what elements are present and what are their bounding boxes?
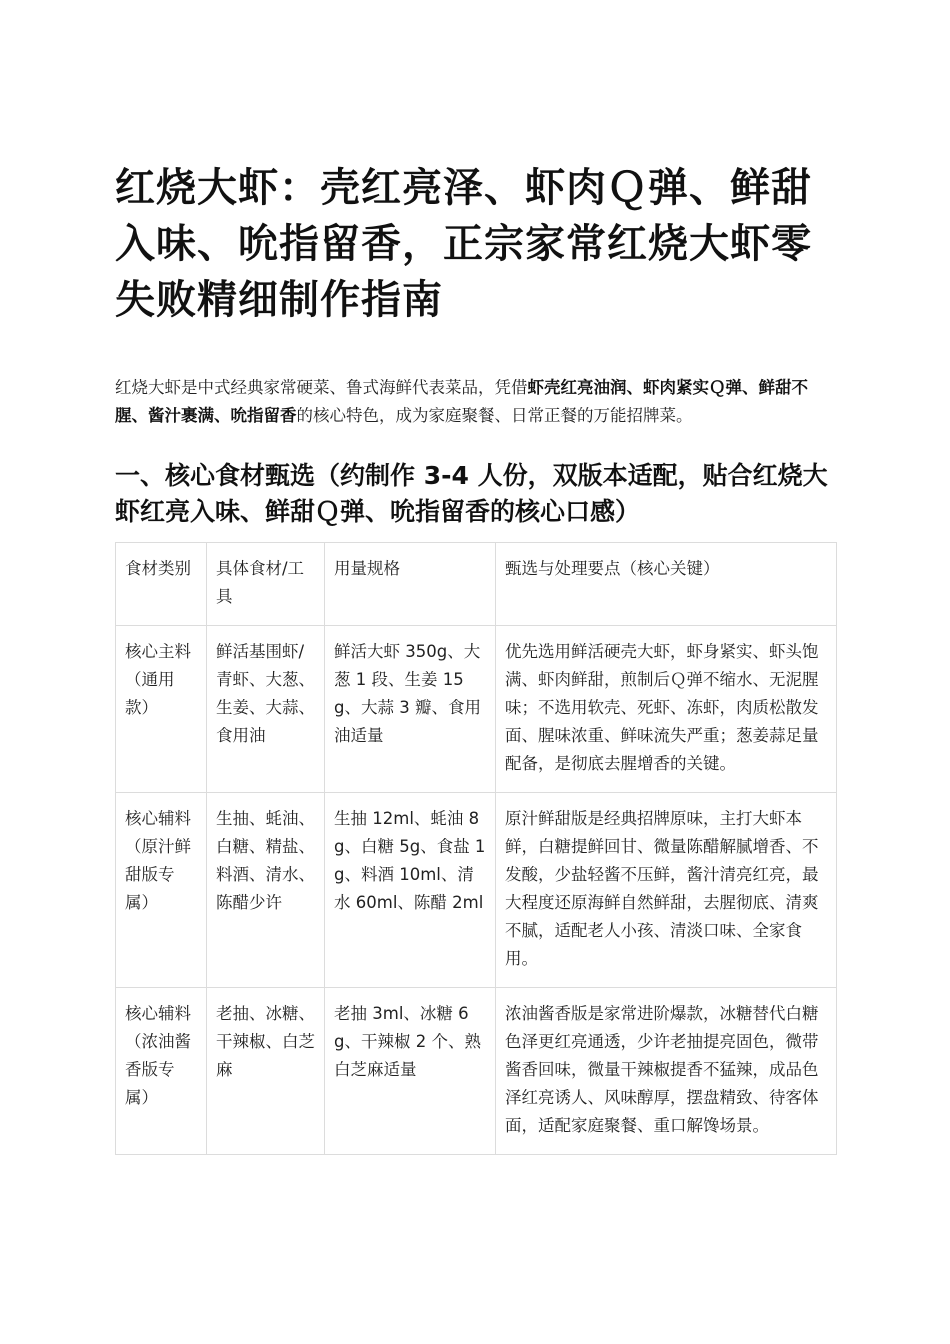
intro-text-before: 红烧大虾是中式经典家常硬菜、鲁式海鲜代表菜品，凭借 bbox=[115, 378, 528, 397]
table-header-row bbox=[116, 543, 837, 626]
header-cell-items: 具体食材/工具 bbox=[207, 543, 325, 626]
cell-amount: 生抽 12ml、蚝油 8g、白糖 5g、食盐 1g、料酒 10ml、清水 60ml、陈醋 2ml bbox=[325, 793, 496, 988]
cell-amount: 鲜活大虾 350g、大葱 1 段、生姜 15g、大蒜 3 瓣、食用油适量 bbox=[325, 626, 496, 793]
intro-text-after: 的核心特色，成为家庭聚餐、日常正餐的万能招牌菜。 bbox=[296, 406, 693, 425]
cell-notes: 原汁鲜甜版是经典招牌原味，主打大虾本鲜，白糖提鲜回甘、微量陈醋解腻增香、不发酸，少盐轻酱不压鲜，酱汁清亮红亮，最大程度还原海鲜自然鲜甜，去腥彻底、清爽不腻，适配老人小孩、清淡口味、全家食用。 bbox=[496, 793, 837, 988]
ingredients-table bbox=[115, 542, 837, 1155]
cell-items: 鲜活基围虾/青虾、大葱、生姜、大蒜、食用油 bbox=[207, 626, 325, 793]
intro-paragraph bbox=[115, 374, 835, 430]
cell-category: 核心主料（通用款） bbox=[116, 626, 207, 793]
cell-amount: 老抽 3ml、冰糖 6g、干辣椒 2 个、熟白芝麻适量 bbox=[325, 988, 496, 1155]
cell-category: 核心辅料（浓油酱香版专属） bbox=[116, 988, 207, 1155]
header-cell-notes: 甄选与处理要点（核心关键） bbox=[496, 543, 837, 626]
page-title: 红烧大虾：壳红亮泽、虾肉Ｑ弹、鲜甜入味、吮指留香，正宗家常红烧大虾零失败精细制作指南 bbox=[115, 165, 812, 323]
document-page bbox=[115, 160, 835, 1155]
section-heading: 一、核心食材甄选（约制作 3-4 人份，双版本适配，贴合红烧大虾红亮入味、鲜甜Ｑ弹、吮指留香的核心口感） bbox=[115, 461, 828, 526]
cell-notes: 浓油酱香版是家常进阶爆款，冰糖替代白糖色泽更红亮通透，少许老抽提亮固色，微带酱香回味，微量干辣椒提香不猛辣，成品色泽红亮诱人、风味醇厚，摆盘精致、待客体面，适配家庭聚餐、重口解馋场景。 bbox=[496, 988, 837, 1155]
table-row bbox=[116, 626, 837, 793]
intro-text-bold: 虾壳红亮油润、虾肉紧实Ｑ弹、鲜甜不腥、酱汁裹满、吮指留香 bbox=[115, 378, 808, 425]
cell-category: 核心辅料（原汁鲜甜版专属） bbox=[116, 793, 207, 988]
cell-items: 老抽、冰糖、干辣椒、白芝麻 bbox=[207, 988, 325, 1155]
header-cell-category: 食材类别 bbox=[116, 543, 207, 626]
cell-items: 生抽、蚝油、白糖、精盐、料酒、清水、陈醋少许 bbox=[207, 793, 325, 988]
table-row bbox=[116, 988, 837, 1155]
cell-notes: 优先选用鲜活硬壳大虾，虾身紧实、虾头饱满、虾肉鲜甜，煎制后Ｑ弹不缩水、无泥腥味；不选用软壳、死虾、冻虾，肉质松散发面、腥味浓重、鲜味流失严重；葱姜蒜足量配备，是彻底去腥增香的关键。 bbox=[496, 626, 837, 793]
header-cell-amount: 用量规格 bbox=[325, 543, 496, 626]
table-row bbox=[116, 793, 837, 988]
